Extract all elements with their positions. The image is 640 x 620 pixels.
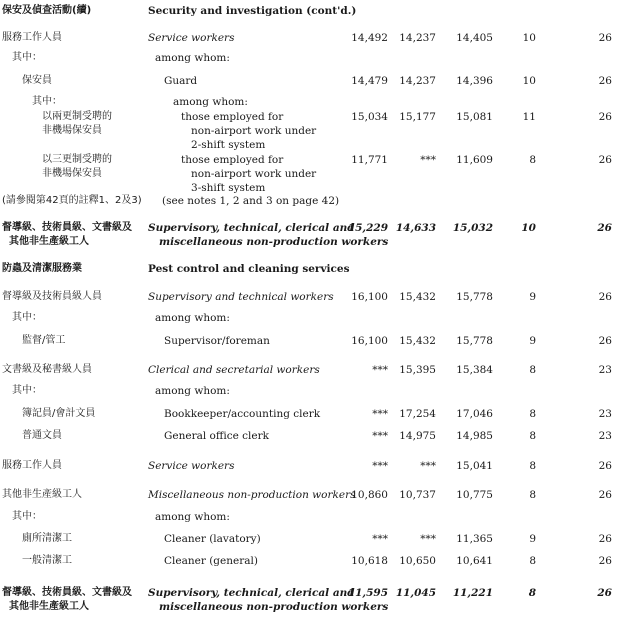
row-label-en: Supervisory and technical workers xyxy=(148,291,334,303)
cell-value: 10 xyxy=(521,222,536,234)
cell-value: 15,041 xyxy=(456,460,493,472)
row-label-en: Guard xyxy=(164,75,198,87)
cell-value: 11,365 xyxy=(456,533,493,545)
cell-value: 11,609 xyxy=(456,154,493,166)
row-label-en: those employed for non-airport work under 3-shift system xyxy=(181,154,317,194)
cell-value: 10,775 xyxy=(456,489,493,501)
row-label-zh: 簿記員/會計文員 xyxy=(22,408,96,419)
cell-value: 14,633 xyxy=(395,222,436,234)
cell-value: 14,237 xyxy=(399,32,436,44)
cell-value: 9 xyxy=(529,533,536,545)
row-label-zh: 其他非生產級工人 xyxy=(2,489,82,500)
cell-value: 8 xyxy=(529,364,536,376)
cell-value: 11,221 xyxy=(452,587,493,599)
row-label-en: Bookkeeper/accounting clerk xyxy=(164,408,321,420)
cell-value: 15,432 xyxy=(399,291,436,303)
row-label-zh: 督導級及技術員級人員 xyxy=(2,291,102,302)
cell-value: 9 xyxy=(529,291,536,303)
row-label-en: Clerical and secretarial workers xyxy=(148,364,320,376)
cell-value: 15,034 xyxy=(351,111,388,123)
row-label-zh: 服務工作人員 xyxy=(2,32,62,43)
cell-value: 15,778 xyxy=(456,335,493,347)
cell-value: 8 xyxy=(528,587,536,599)
row-label-zh: 其中： xyxy=(12,385,42,396)
row-label-en: General office clerk xyxy=(164,430,269,442)
cell-value: 15,229 xyxy=(347,222,388,234)
row-label-en: Service workers xyxy=(148,32,235,44)
cell-value: 11 xyxy=(522,111,536,123)
row-label-en: Security and investigation (cont'd.) xyxy=(148,5,357,17)
cell-value: *** xyxy=(372,364,388,376)
row-label-en: among whom: xyxy=(155,312,230,324)
row-label-en: (see notes 1, 2 and 3 on page 42) xyxy=(162,195,340,207)
row-label-zh: 一般清潔工 xyxy=(22,555,72,566)
row-label-en: Miscellaneous non-production workers xyxy=(148,489,356,501)
cell-value: 10,737 xyxy=(399,489,436,501)
cell-value: *** xyxy=(372,430,388,442)
cell-value: 9 xyxy=(529,335,536,347)
cell-value: 26 xyxy=(598,460,612,472)
cell-value: 23 xyxy=(598,364,612,376)
cell-value: 26 xyxy=(597,222,612,234)
cell-value: 16,100 xyxy=(351,335,388,347)
cell-value: 15,432 xyxy=(399,335,436,347)
cell-value: *** xyxy=(372,460,388,472)
cell-value: 15,081 xyxy=(456,111,493,123)
cell-value: 23 xyxy=(598,430,612,442)
cell-value: 10 xyxy=(522,32,536,44)
row-label-en: Pest control and cleaning services xyxy=(148,263,350,275)
row-label-en: among whom: xyxy=(155,385,230,397)
row-label-zh: 以三更制受聘的 非機場保安員 xyxy=(42,154,112,179)
cell-value: 26 xyxy=(598,291,612,303)
cell-value: 8 xyxy=(529,408,536,420)
cell-value: *** xyxy=(420,154,436,166)
cell-value: 14,479 xyxy=(351,75,388,87)
cell-value: 8 xyxy=(529,460,536,472)
row-label-zh: (請參閱第42頁的註釋1、2及3) xyxy=(2,195,142,206)
row-label-zh: 廁所清潔工 xyxy=(22,533,72,544)
cell-value: 14,237 xyxy=(399,75,436,87)
cell-value: 11,045 xyxy=(395,587,436,599)
row-label-en: Cleaner (lavatory) xyxy=(164,533,261,545)
row-label-zh: 以兩更制受聘的 非機場保安員 xyxy=(42,111,112,136)
cell-value: 14,975 xyxy=(399,430,436,442)
cell-value: 14,405 xyxy=(456,32,493,44)
cell-value: 26 xyxy=(598,489,612,501)
cell-value: 17,254 xyxy=(399,408,436,420)
row-label-en: among whom: xyxy=(155,511,230,523)
row-label-zh: 其中： xyxy=(12,312,42,323)
row-label-zh: 其中： xyxy=(12,511,42,522)
cell-value: 26 xyxy=(598,555,612,567)
row-label-en: Cleaner (general) xyxy=(164,555,258,567)
cell-value: 23 xyxy=(598,408,612,420)
cell-value: 26 xyxy=(598,75,612,87)
cell-value: 15,032 xyxy=(452,222,493,234)
row-label-en: Service workers xyxy=(148,460,235,472)
cell-value: 8 xyxy=(529,154,536,166)
cell-value: 16,100 xyxy=(351,291,388,303)
cell-value: 26 xyxy=(597,587,612,599)
row-label-en: among whom: xyxy=(155,52,230,64)
cell-value: *** xyxy=(372,408,388,420)
cell-value: 26 xyxy=(598,154,612,166)
cell-value: 8 xyxy=(529,555,536,567)
cell-value: 15,395 xyxy=(399,364,436,376)
cell-value: 10,641 xyxy=(456,555,493,567)
cell-value: 8 xyxy=(529,489,536,501)
cell-value: 26 xyxy=(598,32,612,44)
cell-value: 10,860 xyxy=(351,489,388,501)
cell-value: 8 xyxy=(529,430,536,442)
cell-value: 17,046 xyxy=(456,408,493,420)
row-label-en: among whom: xyxy=(173,96,248,108)
cell-value: 26 xyxy=(598,533,612,545)
cell-value: 15,778 xyxy=(456,291,493,303)
row-label-en: Supervisor/foreman xyxy=(164,335,270,347)
row-label-zh: 保安員 xyxy=(22,75,52,86)
row-label-en: those employed for non-airport work under 2-shift system xyxy=(181,111,317,151)
cell-value: 15,384 xyxy=(456,364,493,376)
cell-value: 10 xyxy=(522,75,536,87)
cell-value: 26 xyxy=(598,111,612,123)
cell-value: 10,618 xyxy=(351,555,388,567)
cell-value: 11,595 xyxy=(347,587,388,599)
row-label-zh: 監督/管工 xyxy=(22,335,66,346)
row-label-zh: 防蟲及清潔服務業 xyxy=(2,263,82,274)
cell-value: *** xyxy=(420,533,436,545)
row-label-zh: 督導級、技術員級、文書級及 其他非生產級工人 xyxy=(2,222,132,247)
row-label-en: Supervisory, technical, clerical and miscellaneous non-production workers xyxy=(148,587,389,613)
cell-value: 11,771 xyxy=(351,154,388,166)
cell-value: 10,650 xyxy=(399,555,436,567)
cell-value: *** xyxy=(372,533,388,545)
row-label-zh: 保安及偵查活動(續) xyxy=(2,5,92,16)
row-label-zh: 其中： xyxy=(12,52,42,63)
row-label-zh: 普通文員 xyxy=(22,430,62,441)
row-label-zh: 服務工作人員 xyxy=(2,460,62,471)
cell-value: *** xyxy=(420,460,436,472)
cell-value: 14,396 xyxy=(456,75,493,87)
cell-value: 15,177 xyxy=(399,111,436,123)
cell-value: 14,492 xyxy=(351,32,388,44)
cell-value: 14,985 xyxy=(456,430,493,442)
row-label-en: Supervisory, technical, clerical and miscellaneous non-production workers xyxy=(148,222,389,248)
row-label-zh: 其中： xyxy=(32,96,62,107)
cell-value: 26 xyxy=(598,335,612,347)
row-label-zh: 文書級及秘書級人員 xyxy=(2,364,92,375)
row-label-zh: 督導級、技術員級、文書級及 其他非生產級工人 xyxy=(2,587,132,612)
